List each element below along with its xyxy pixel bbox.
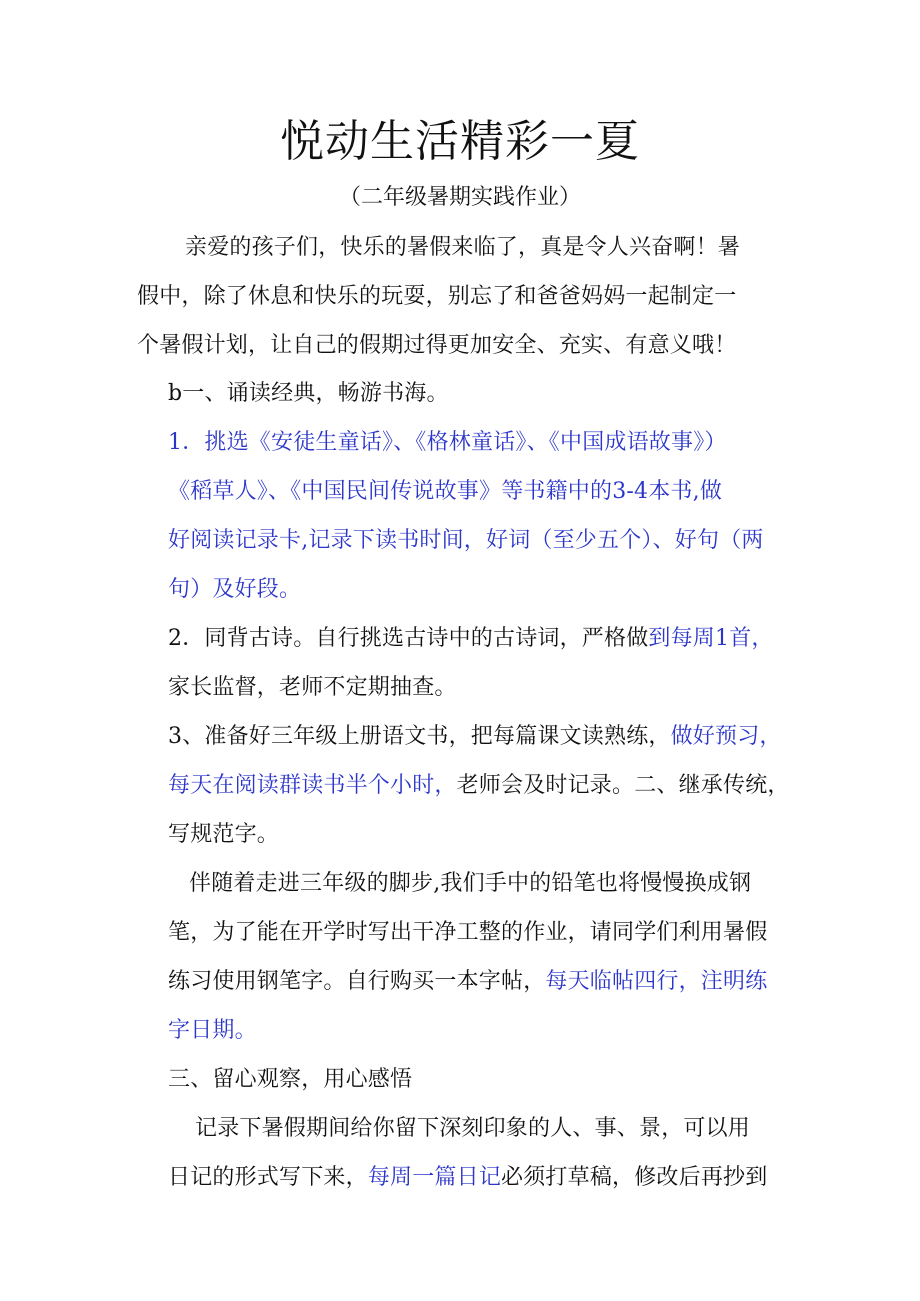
paragraph-2-line-4: 字日期。 xyxy=(168,1018,257,1043)
item-3-text: 3、准备好三年级上册语文书，把每篇课文读熟练， xyxy=(168,724,671,749)
document-subtitle: （二年级暑期实践作业） xyxy=(338,185,581,210)
intro-line-1: 亲爱的孩子们，快乐的暑假来临了，真是令人兴奋啊！暑 xyxy=(185,235,741,260)
item-3-highlight-2: 每天在阅读群读书半个小时， xyxy=(168,773,457,798)
item-3-line-1 xyxy=(168,717,782,757)
item-1-line-1: 1．挑选《安徒生童话》、《格林童话》、《中国成语故事》） xyxy=(168,430,727,455)
item-3-line-2 xyxy=(168,766,790,806)
section-1-heading: b一、诵读经典，畅游书海。 xyxy=(168,381,449,406)
paragraph-3-line-2 xyxy=(168,1158,767,1198)
item-2-text: 2．同背古诗。自行挑选古诗中的古诗词，严格做 xyxy=(168,626,649,651)
section-3-heading: 三、留心观察，用心感悟 xyxy=(168,1067,413,1092)
item-1-line-2: 《稻草人》、《中国民间传说故事》等书籍中的3-4本书,做 xyxy=(168,479,723,504)
item-3-text-2: 老师会及时记录。二、继承传统， xyxy=(456,773,790,798)
document-title: 悦动生活精彩一夏 xyxy=(280,116,640,167)
paragraph-2-line-2: 笔，为了能在开学时写出干净工整的作业，请同学们利用暑假 xyxy=(168,920,768,945)
item-3-line-3: 写规范字。 xyxy=(168,822,280,847)
paragraph-3-text-a: 日记的形式写下来， xyxy=(168,1165,368,1190)
paragraph-2-highlight: 每天临帖四行，注明练 xyxy=(545,969,768,994)
item-2-highlight: 到每周1首， xyxy=(648,626,774,651)
intro-line-2: 假中，除了休息和快乐的玩耍，别忘了和爸爸妈妈一起制定一 xyxy=(137,284,737,309)
item-1-line-3: 好阅读记录卡,记录下读书时间，好词（至少五个）、好句（两 xyxy=(168,528,764,553)
intro-line-3: 个暑假计划，让自己的假期过得更加安全、充实、有意义哦！ xyxy=(137,333,737,358)
paragraph-2-line-3 xyxy=(168,962,767,1002)
paragraph-2-text: 练习使用钢笔字。自行购买一本字帖， xyxy=(168,969,546,994)
item-2-line-2: 家长监督，老师不定期抽查。 xyxy=(168,675,457,700)
paragraph-3-line-1: 记录下暑假期间给你留下深刻印象的人、事、景，可以用 xyxy=(195,1116,751,1141)
item-3-highlight: 做好预习， xyxy=(670,724,782,749)
paragraph-3-text-b: 必须打草稿，修改后再抄到 xyxy=(501,1165,768,1190)
paragraph-2-line-1: 伴随着走进三年级的脚步,我们手中的铅笔也将慢慢换成钢 xyxy=(189,871,752,896)
paragraph-3-highlight: 每周一篇日记 xyxy=(367,1165,502,1190)
item-1-line-4: 句）及好段。 xyxy=(168,577,302,602)
item-2-line-1 xyxy=(168,619,774,659)
